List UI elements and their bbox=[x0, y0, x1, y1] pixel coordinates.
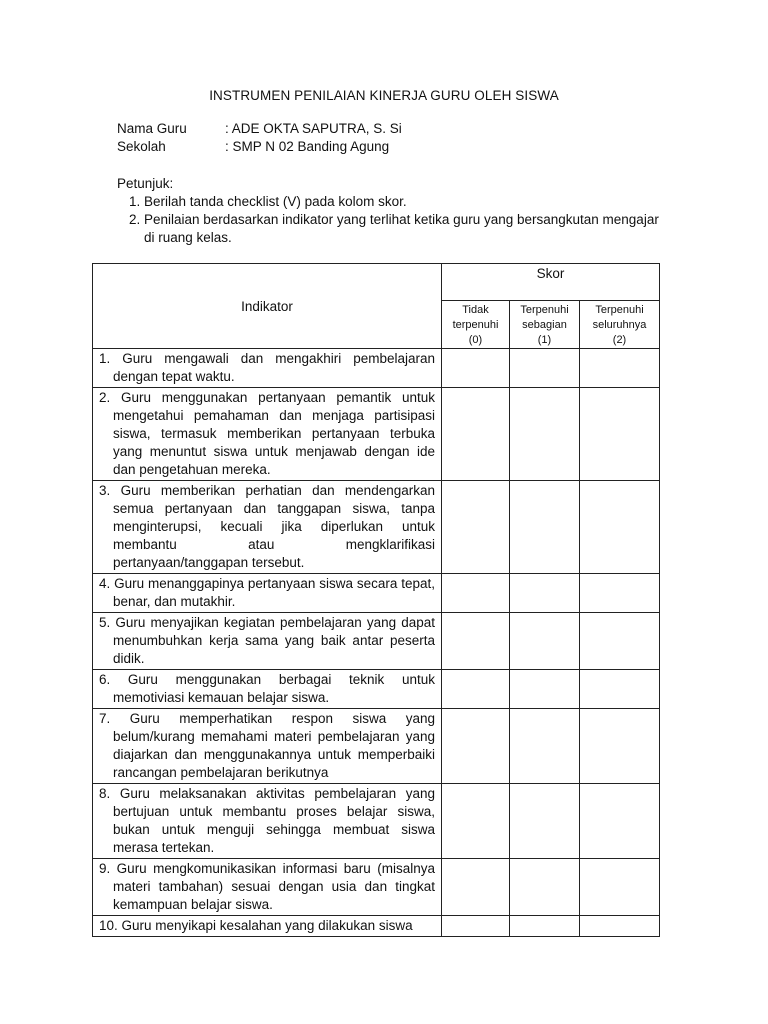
table-row bbox=[93, 388, 660, 481]
indicator-text: 3. Guru memberikan perhatian dan mendengarkan semua pertanyaan dan tanggapan siswa, tanpa menginterupsi, kecuali jika diperlukan untuk membantu atau mengklarifikasi pertanyaan/tanggapan tersebut. bbox=[99, 483, 435, 570]
indicator-text: 7. Guru memperhatikan respon siswa yang belum/kurang memahami materi pembelajaran yang diajarkan dan menggunakannya untuk memperbaiki rancangan pembelajaran berikutnya bbox=[99, 711, 435, 780]
instruction-item: 1. Berilah tanda checklist (V) pada kolom skor. bbox=[144, 193, 664, 211]
score-cell-2[interactable] bbox=[580, 349, 660, 388]
score-cell-2[interactable] bbox=[580, 916, 660, 937]
indicator-text: 10. Guru menyikapi kesalahan yang dilakukan siswa bbox=[99, 918, 413, 933]
score-cell-1[interactable] bbox=[510, 709, 580, 784]
table-row bbox=[93, 349, 660, 388]
score-cell-2[interactable] bbox=[580, 670, 660, 709]
indicator-text: 9. Guru mengkomunikasikan informasi baru (misalnya materi tambahan) sesuai dengan usia dan tingkat kemampuan belajar siswa. bbox=[99, 861, 435, 912]
teacher-name-row bbox=[117, 121, 402, 136]
table-row bbox=[93, 784, 660, 859]
score-cell-1[interactable] bbox=[510, 916, 580, 937]
score-cell-0[interactable] bbox=[442, 670, 510, 709]
score-cell-0[interactable] bbox=[442, 859, 510, 916]
table-row bbox=[93, 916, 660, 937]
score-cell-0[interactable] bbox=[442, 784, 510, 859]
school-value: : SMP N 02 Banding Agung bbox=[225, 139, 390, 154]
instructions-heading: Petunjuk: bbox=[117, 176, 174, 191]
score-cell-2[interactable] bbox=[580, 481, 660, 574]
score-cell-0[interactable] bbox=[442, 481, 510, 574]
teacher-name-label: Nama Guru bbox=[117, 121, 187, 136]
score-cell-1[interactable] bbox=[510, 388, 580, 481]
table-row bbox=[93, 709, 660, 784]
score-cell-2[interactable] bbox=[580, 859, 660, 916]
score-cell-0[interactable] bbox=[442, 613, 510, 670]
score-column-0: Tidak terpenuhi (0) bbox=[442, 301, 510, 349]
score-cell-0[interactable] bbox=[442, 574, 510, 613]
indicator-text: 1. Guru mengawali dan mengakhiri pembelajaran dengan tepat waktu. bbox=[99, 351, 435, 384]
score-cell-0[interactable] bbox=[442, 709, 510, 784]
school-label: Sekolah bbox=[117, 139, 166, 154]
indicator-text: 4. Guru menanggapinya pertanyaan siswa secara tepat, benar, dan mutakhir. bbox=[99, 576, 435, 609]
score-cell-0[interactable] bbox=[442, 916, 510, 937]
indikator-header: Indikator bbox=[93, 264, 442, 349]
table-row bbox=[93, 859, 660, 916]
score-cell-1[interactable] bbox=[510, 349, 580, 388]
instructions-list bbox=[117, 193, 664, 247]
indicator-text: 5. Guru menyajikan kegiatan pembelajaran yang dapat menumbuhkan kerja sama yang baik antar peserta didik. bbox=[99, 615, 435, 666]
teacher-name-value: : ADE OKTA SAPUTRA, S. Si bbox=[225, 121, 402, 136]
score-column-1: Terpenuhi sebagian (1) bbox=[510, 301, 580, 349]
score-cell-1[interactable] bbox=[510, 784, 580, 859]
indicator-text: 2. Guru menggunakan pertanyaan pemantik untuk mengetahui pemahaman dan menjaga partisipasi siswa, termasuk memberikan pertanyaan terbuka yang menuntut siswa untuk menjawab dengan ide dan pengetahuan mereka. bbox=[99, 390, 435, 477]
skor-header: Skor bbox=[442, 264, 660, 301]
document-title: INSTRUMEN PENILAIAN KINERJA GURU OLEH SISWA bbox=[209, 88, 559, 103]
score-cell-1[interactable] bbox=[510, 859, 580, 916]
indicator-text: 8. Guru melaksanakan aktivitas pembelajaran yang bertujuan untuk membantu proses belajar siswa, bukan untuk menguji sehingga membuat siswa merasa tertekan. bbox=[99, 786, 435, 855]
indicator-text: 6. Guru menggunakan berbagai teknik untuk memotiviasi kemauan belajar siswa. bbox=[99, 672, 435, 705]
score-cell-2[interactable] bbox=[580, 709, 660, 784]
assessment-table bbox=[92, 263, 660, 937]
score-column-2: Terpenuhi seluruhnya (2) bbox=[580, 301, 660, 349]
score-cell-2[interactable] bbox=[580, 784, 660, 859]
table-row bbox=[93, 613, 660, 670]
table-row bbox=[93, 670, 660, 709]
table-row bbox=[93, 574, 660, 613]
score-cell-0[interactable] bbox=[442, 388, 510, 481]
score-cell-1[interactable] bbox=[510, 670, 580, 709]
school-row bbox=[117, 139, 389, 154]
score-cell-1[interactable] bbox=[510, 574, 580, 613]
score-cell-1[interactable] bbox=[510, 481, 580, 574]
table-row bbox=[93, 481, 660, 574]
instruction-item: 2. Penilaian berdasarkan indikator yang terlihat ketika guru yang bersangkutan mengajar di ruang kelas. bbox=[144, 211, 664, 247]
score-cell-2[interactable] bbox=[580, 388, 660, 481]
score-cell-2[interactable] bbox=[580, 613, 660, 670]
score-cell-2[interactable] bbox=[580, 574, 660, 613]
score-cell-1[interactable] bbox=[510, 613, 580, 670]
instructions bbox=[117, 175, 664, 247]
score-cell-0[interactable] bbox=[442, 349, 510, 388]
